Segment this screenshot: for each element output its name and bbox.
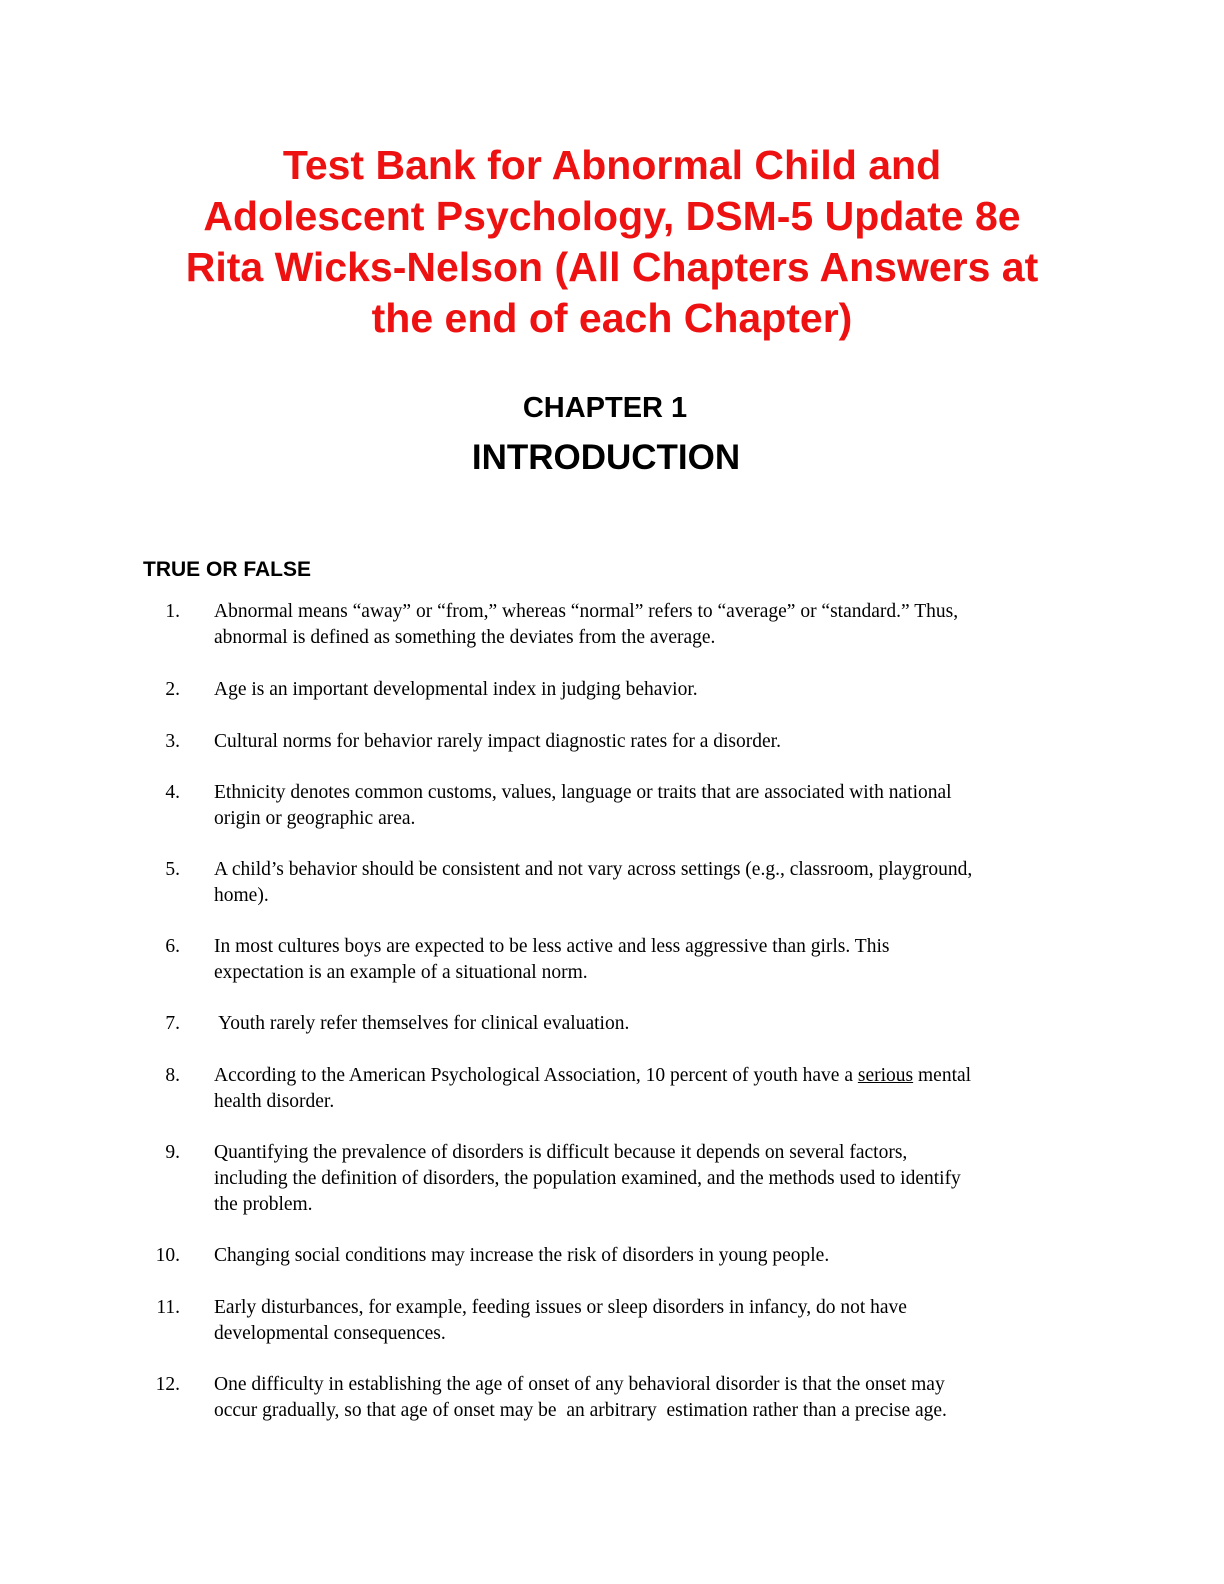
- question-line: In most cultures boys are expected to be less active and less aggressive than girls. This: [214, 936, 890, 957]
- question-line: abnormal is defined as something the deviates from the average.: [214, 627, 716, 648]
- question-text: [214, 1140, 1080, 1218]
- title-line: Test Bank for Abnormal Child and: [282, 142, 942, 188]
- question-item: [140, 729, 1080, 755]
- question-text: [214, 1372, 1080, 1424]
- question-line: occur gradually, so that age of onset may be an arbitrary estimation rather than a precise age.: [214, 1400, 947, 1421]
- question-number: 4.: [165, 782, 180, 803]
- emphasis-underline: serious: [857, 1065, 914, 1086]
- question-text: [214, 780, 1080, 832]
- document-title: [100, 140, 1124, 344]
- question-text: [214, 599, 1080, 651]
- question-line: the problem.: [214, 1194, 313, 1215]
- question-number: 8.: [165, 1065, 180, 1086]
- title-line: Adolescent Psychology, DSM-5 Update 8e: [203, 193, 1021, 239]
- question-line: home).: [214, 885, 269, 906]
- question-line: expectation is an example of a situational norm.: [214, 962, 588, 983]
- question-item: [140, 1140, 1080, 1218]
- question-line: Early disturbances, for example, feeding issues or sleep disorders in infancy, do not have: [214, 1297, 907, 1318]
- question-text: [214, 1295, 1080, 1347]
- question-text: [214, 1063, 1080, 1115]
- question-line: Age is an important developmental index in judging behavior.: [214, 679, 698, 700]
- question-line: health disorder.: [214, 1091, 335, 1112]
- question-number: 12.: [155, 1374, 180, 1395]
- question-number: 9.: [165, 1142, 180, 1163]
- question-line: Ethnicity denotes common customs, values, language or traits that are associated with national: [214, 782, 952, 803]
- question-item: [140, 857, 1080, 909]
- chapter-number: CHAPTER 1: [522, 392, 688, 424]
- question-text: [214, 1243, 1080, 1269]
- question-text: [214, 677, 1080, 703]
- question-item: [140, 934, 1080, 986]
- question-item: [140, 780, 1080, 832]
- question-text: [214, 934, 1080, 986]
- question-text: [214, 857, 1080, 909]
- question-line: origin or geographic area.: [214, 808, 416, 829]
- question-item: [140, 599, 1080, 651]
- question-line: [214, 1063, 1080, 1089]
- question-line: Cultural norms for behavior rarely impact diagnostic rates for a disorder.: [214, 731, 781, 752]
- question-item: [140, 1243, 1080, 1269]
- question-line: Quantifying the prevalence of disorders is difficult because it depends on several factors,: [214, 1142, 908, 1163]
- question-line: Abnormal means “away” or “from,” whereas “normal” refers to “average” or “standard.” Thus,: [214, 601, 959, 622]
- title-line: Rita Wicks-Nelson (All Chapters Answers at: [185, 244, 1039, 290]
- question-number: 11.: [156, 1297, 180, 1318]
- section-heading: TRUE OR FALSE: [143, 558, 312, 581]
- question-item: [140, 1063, 1080, 1115]
- title-line: the end of each Chapter): [371, 295, 853, 341]
- question-item: [140, 1011, 1080, 1037]
- chapter-title: INTRODUCTION: [471, 438, 741, 477]
- question-number: 5.: [165, 859, 180, 880]
- question-number: 3.: [165, 731, 180, 752]
- question-item: [140, 677, 1080, 703]
- question-item: [140, 1372, 1080, 1424]
- question-number: 10.: [155, 1245, 180, 1266]
- question-number: 1.: [165, 601, 180, 622]
- question-line: developmental consequences.: [214, 1323, 446, 1344]
- question-number: 2.: [165, 679, 180, 700]
- question-text-segment: According to the American Psychological Association, 10 percent of youth have a: [214, 1065, 858, 1086]
- question-line: Youth rarely refer themselves for clinical evaluation.: [214, 1013, 630, 1034]
- question-number: 6.: [165, 936, 180, 957]
- question-line: A child’s behavior should be consistent and not vary across settings (e.g., classroom, playground,: [214, 859, 973, 880]
- question-number: 7.: [165, 1013, 180, 1034]
- question-line: including the definition of disorders, the population examined, and the methods used to identify: [214, 1168, 961, 1189]
- question-text: [214, 1011, 1080, 1037]
- question-line: Changing social conditions may increase the risk of disorders in young people.: [214, 1245, 830, 1266]
- question-line: One difficulty in establishing the age of onset of any behavioral disorder is that the onset may: [214, 1374, 945, 1395]
- question-item: [140, 1295, 1080, 1347]
- question-text-segment: mental: [913, 1065, 972, 1086]
- question-text: [214, 729, 1080, 755]
